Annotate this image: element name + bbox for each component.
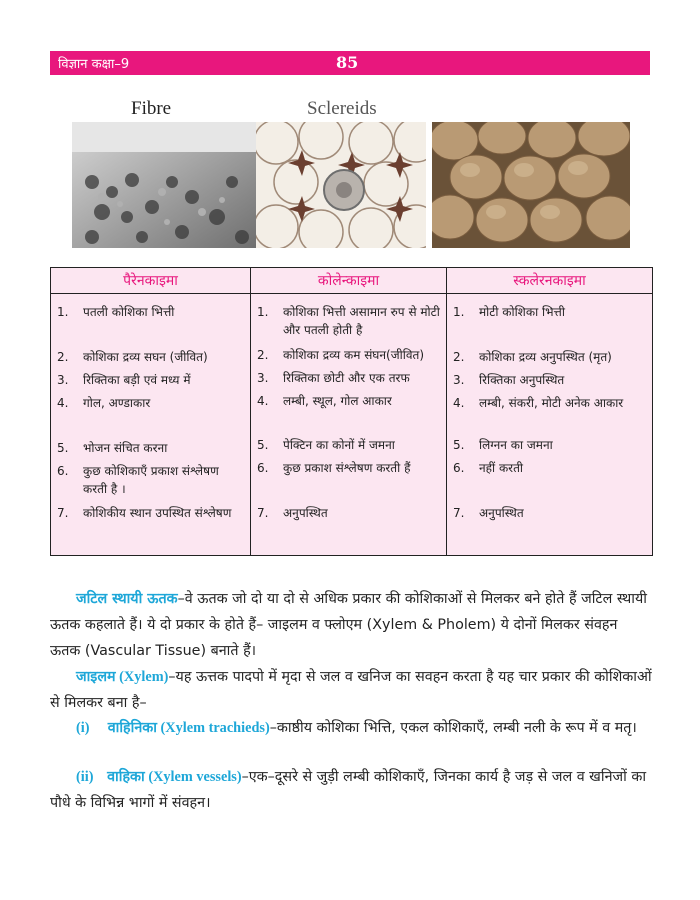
list-item: 4. गोल, अण्डाकार xyxy=(57,396,151,410)
list-item: 2. कोशिका द्रव्य अनुपस्थित (मृत) xyxy=(453,350,612,364)
list-item: 5. लिग्नन का जमना xyxy=(453,438,553,452)
complex-tissue-paragraph: जटिल स्थायी ऊतक–वे ऊतक जो दो या दो से अधिक प्रकार की कोशिकाओं से मिलकर बने होते हैं जटिल स्थायी ऊतक कहलाते हैं। ये दो प्रकार के होते हैं– जाइलम व फ्लोएम (Xylem & Pholem) ये दोनों मिलकर संवहन ऊतक (Vascular Tissue) बनाते हैं। xyxy=(50,591,647,659)
header-collenchyma: कोलेन्काइमा xyxy=(251,268,447,294)
list-item: 4. लम्बी, संकरी, मोटी अनेक आकार xyxy=(453,396,624,410)
list-item: 6. कुछ कोशिकाएँ प्रकाश संश्लेषण करती है । xyxy=(57,464,219,496)
fibre-label: Fibre xyxy=(131,98,172,119)
vessels-heading: वाहिका xyxy=(107,769,145,785)
list-item: 7. कोशिकीय स्थान उपस्थित संश्लेषण xyxy=(57,506,232,520)
list-item: 6. नहीं करती xyxy=(453,461,524,475)
list-item: 2. कोशिका द्रव्य कम संघन(जीवित) xyxy=(257,348,425,362)
tracheids-paragraph: (i) वाहिनिका (Xylem trachieds)–काष्ठीय कोशिका भित्ति, एकल कोशिकाएँ, लम्बी नली के रूप में व मतृ। xyxy=(76,720,637,736)
parenchyma-column xyxy=(51,294,251,556)
list-item: 3. रिक्तिका अनुपस्थित xyxy=(453,373,565,387)
list-item: 7. अनुपस्थित xyxy=(453,506,524,520)
list-item: 7. अनुपस्थित xyxy=(257,506,328,520)
list-item: 1. पतली कोशिका भित्ती xyxy=(57,305,175,319)
xylem-heading: जाइलम xyxy=(76,669,116,685)
sclerenchyma-column xyxy=(447,294,653,556)
list-item: 5. भोजन संचित करना xyxy=(57,441,168,455)
tissue-comparison-table xyxy=(50,267,653,556)
tracheids-heading: वाहिनिका xyxy=(107,720,157,736)
list-item: 1. मोटी कोशिका भित्ती xyxy=(453,305,565,319)
list-item: 5. पेक्टिन का कोनों में जमना xyxy=(257,438,395,452)
list-item: 2. कोशिका द्रव्य सघन (जीवित) xyxy=(57,350,208,364)
header-sclerenchyma: स्कलेरनकाइमा xyxy=(447,268,653,294)
list-item: 3. रिक्तिका छोटी और एक तरफ xyxy=(257,371,410,385)
list-item: 4. लम्बी, स्थूल, गोल आकार xyxy=(257,394,392,408)
coconut-shells-photo xyxy=(432,122,630,248)
page-number: 85 xyxy=(336,53,359,72)
list-item: 3. रिक्तिका बड़ी एवं मध्य में xyxy=(57,373,191,387)
list-item: 6. कुछ प्रकाश संश्लेषण करती हैं xyxy=(257,461,411,475)
subject-title: विज्ञान कक्षा–9 xyxy=(58,57,130,72)
list-item: 1. कोशिका भित्ती असामान रुप से मोटी और पतली होती है xyxy=(257,305,440,337)
header-parenchyma: पैरेनकाइमा xyxy=(51,268,251,294)
sclereids-micrograph xyxy=(256,122,426,248)
sclereids-label: Sclereids xyxy=(307,98,377,119)
complex-tissue-heading: जटिल स्थायी ऊतक xyxy=(76,591,178,607)
xylem-paragraph: जाइलम (Xylem)–यह ऊत्तक पादपो में मृदा से जल व खनिज का सवहन करता है यह चार प्रकार की कोशिकाओं से मिलकर बना है– xyxy=(50,669,652,711)
page-header-bar xyxy=(50,51,650,75)
vessels-paragraph: (ii) वाहिका (Xylem vessels)–एक–दूसरे से जुड़ी लम्बी कोशिकाएँ, जिनका कार्य है जड़ से जल व खनिजों का पौधे के विभिन्न भागों में संवहन। xyxy=(50,769,647,811)
fibre-micrograph xyxy=(72,122,256,248)
collenchyma-column xyxy=(251,294,447,556)
